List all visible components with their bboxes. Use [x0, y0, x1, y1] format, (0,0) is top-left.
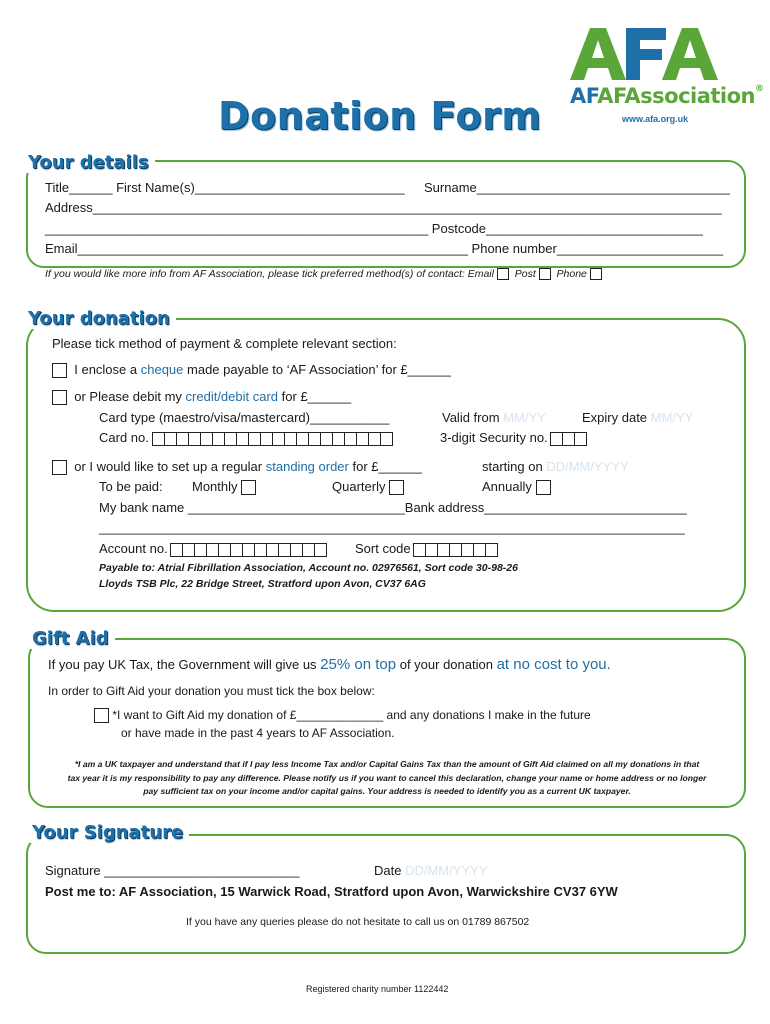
- queries-note: If you have any queries please do not hesitate to call us on 01789 867502: [186, 916, 530, 928]
- logo-af: AF: [570, 84, 598, 108]
- security-label: 3-digit Security no.: [440, 430, 548, 445]
- donation-heading: Your donation: [26, 308, 176, 329]
- valid-from-label: Valid from: [442, 410, 500, 425]
- cheque-word: cheque: [140, 362, 184, 377]
- bank-address-info: Lloyds TSB Plc, 22 Bridge Street, Stratford upon Avon, CV37 6AG: [99, 578, 426, 590]
- valid-from-input[interactable]: MM/YY: [503, 410, 546, 425]
- date-row: [374, 863, 487, 878]
- quarterly-label: Quarterly: [332, 479, 386, 494]
- afa-logo-mark: [566, 22, 746, 84]
- expiry-label: Expiry date: [582, 410, 648, 425]
- gift-aid-note1: *I am a UK taxpayer and understand that if I pay less Income Tax and/or Capital Gains Tax than the amount of Gift Aid claimed on all my donations in that: [74, 759, 700, 769]
- security-input[interactable]: [551, 432, 587, 446]
- page-title: Donation Form: [218, 94, 542, 138]
- card-pre: or Please debit my: [74, 389, 182, 404]
- gift-aid-lead: [48, 656, 611, 673]
- quarterly-checkbox[interactable]: [389, 480, 404, 495]
- bank-address-line2[interactable]: _________________________________________________________________________________: [99, 520, 685, 535]
- annually-label: Annually: [482, 479, 532, 494]
- gift-aid-declaration2: or have made in the past 4 years to AF Association.: [121, 726, 395, 740]
- phone-label: Phone: [556, 268, 587, 280]
- cheque-row: [52, 362, 451, 378]
- monthly-label: Monthly: [192, 479, 238, 494]
- card-number-label: Card no.: [99, 430, 149, 445]
- sort-code-row: [355, 541, 498, 557]
- lead-highlight1: 25% on top: [320, 656, 397, 673]
- standing-order-checkbox[interactable]: [52, 460, 67, 475]
- card-row: [52, 389, 351, 405]
- gift-aid-note3: pay sufficient tax on your income and/or capital gains. Your address is needed to identify you as a current UK taxpayer.: [143, 786, 631, 796]
- expiry-input[interactable]: MM/YY: [650, 410, 694, 425]
- cheque-amount-field[interactable]: made payable to ‘AF Association’ for £______: [187, 362, 452, 377]
- annually-checkbox[interactable]: [536, 480, 551, 495]
- lead-highlight2: at no cost to you.: [496, 656, 611, 673]
- post-checkbox[interactable]: [539, 268, 551, 280]
- logo-website: www.afa.org.uk: [622, 114, 689, 124]
- logo-registered: ®: [755, 84, 764, 94]
- account-row: [99, 541, 327, 557]
- charity-number: Registered charity number 1122442: [306, 984, 449, 994]
- gift-aid-note2: tax year it is my responsibility to pay any difference. Please notify us if you want to cancel this declaration, change your name or home address or no longer: [67, 772, 707, 783]
- so-pre: or I would like to set up a regular: [74, 459, 263, 474]
- card-word: credit/debit card: [185, 389, 279, 404]
- bank-name-address-field[interactable]: My bank name ______________________________Bank address____________________________: [99, 500, 687, 515]
- gift-aid-declaration-row: [94, 708, 591, 723]
- cheque-checkbox[interactable]: [52, 363, 67, 378]
- standing-order-row: [52, 459, 422, 475]
- monthly-option: [192, 479, 256, 495]
- gift-aid-checkbox[interactable]: [94, 708, 109, 723]
- payable-to: Payable to: Atrial Fibrillation Association, Account no. 02976561, Sort code 30-98-26: [99, 562, 518, 574]
- card-type-field[interactable]: Card type (maestro/visa/mastercard)___________: [99, 410, 390, 425]
- signature-heading: Your Signature: [30, 822, 189, 843]
- sort-code-label: Sort code: [355, 541, 411, 556]
- post-to-address: Post me to: AF Association, 15 Warwick Road, Stratford upon Avon, Warwickshire CV37 6YW: [45, 884, 618, 899]
- annually-option: [482, 479, 551, 495]
- valid-from-row: [442, 410, 546, 425]
- details-heading: Your details: [26, 152, 155, 173]
- address-field[interactable]: Address_______________________________________________________________________________________: [45, 200, 722, 215]
- date-input[interactable]: DD/MM/YYYY: [405, 863, 488, 878]
- starting-on-label: starting on: [482, 459, 543, 474]
- contact-preference-row: [45, 268, 602, 280]
- signature-field[interactable]: Signature ___________________________: [45, 863, 300, 878]
- gift-aid-note: [28, 758, 746, 799]
- lead-pre: If you pay UK Tax, the Government will give us: [48, 657, 317, 672]
- card-amount-field[interactable]: for £______: [281, 389, 352, 404]
- donation-instruction: Please tick method of payment & complete relevant section:: [52, 336, 397, 351]
- gift-aid-declaration1[interactable]: *I want to Gift Aid my donation of £_____________ and any donations I make in the future: [112, 708, 591, 722]
- postcode-field[interactable]: _____________________________________________________ Postcode______________________________: [45, 221, 703, 236]
- monthly-checkbox[interactable]: [241, 480, 256, 495]
- so-amount-field[interactable]: for £______: [352, 459, 422, 474]
- contact-prompt: If you would like more info from AF Association, please tick preferred method(s) of contact: Email: [45, 268, 494, 280]
- post-label: Post: [514, 268, 536, 280]
- title-name-field[interactable]: Title______ First Name(s)_____________________________: [45, 180, 405, 195]
- email-checkbox[interactable]: [497, 268, 509, 280]
- starting-on-input[interactable]: DD/MM/YYYY: [546, 459, 629, 474]
- gift-aid-heading: Gift Aid: [30, 628, 115, 649]
- expiry-row: [582, 410, 693, 425]
- quarterly-option: [332, 479, 404, 495]
- email-phone-field[interactable]: Email______________________________________________________ Phone number_______________________: [45, 241, 724, 256]
- so-word: standing order: [265, 459, 349, 474]
- account-input[interactable]: [171, 543, 327, 557]
- lead-mid: of your donation: [399, 657, 493, 672]
- account-label: Account no.: [99, 541, 168, 556]
- surname-field[interactable]: Surname___________________________________: [424, 180, 730, 195]
- logo-org-name: AFAssociation: [597, 84, 756, 108]
- gift-aid-instruction: In order to Gift Aid your donation you must tick the box below:: [48, 684, 375, 698]
- date-label: Date: [374, 863, 402, 878]
- to-be-paid-label: To be paid:: [99, 479, 163, 494]
- starting-on-row: [482, 459, 629, 474]
- card-number-row: [99, 430, 393, 446]
- cheque-pre: I enclose a: [74, 362, 138, 377]
- security-row: [440, 430, 587, 446]
- sort-code-input[interactable]: [414, 543, 498, 557]
- card-number-input[interactable]: [153, 432, 393, 446]
- phone-checkbox[interactable]: [590, 268, 602, 280]
- card-checkbox[interactable]: [52, 390, 67, 405]
